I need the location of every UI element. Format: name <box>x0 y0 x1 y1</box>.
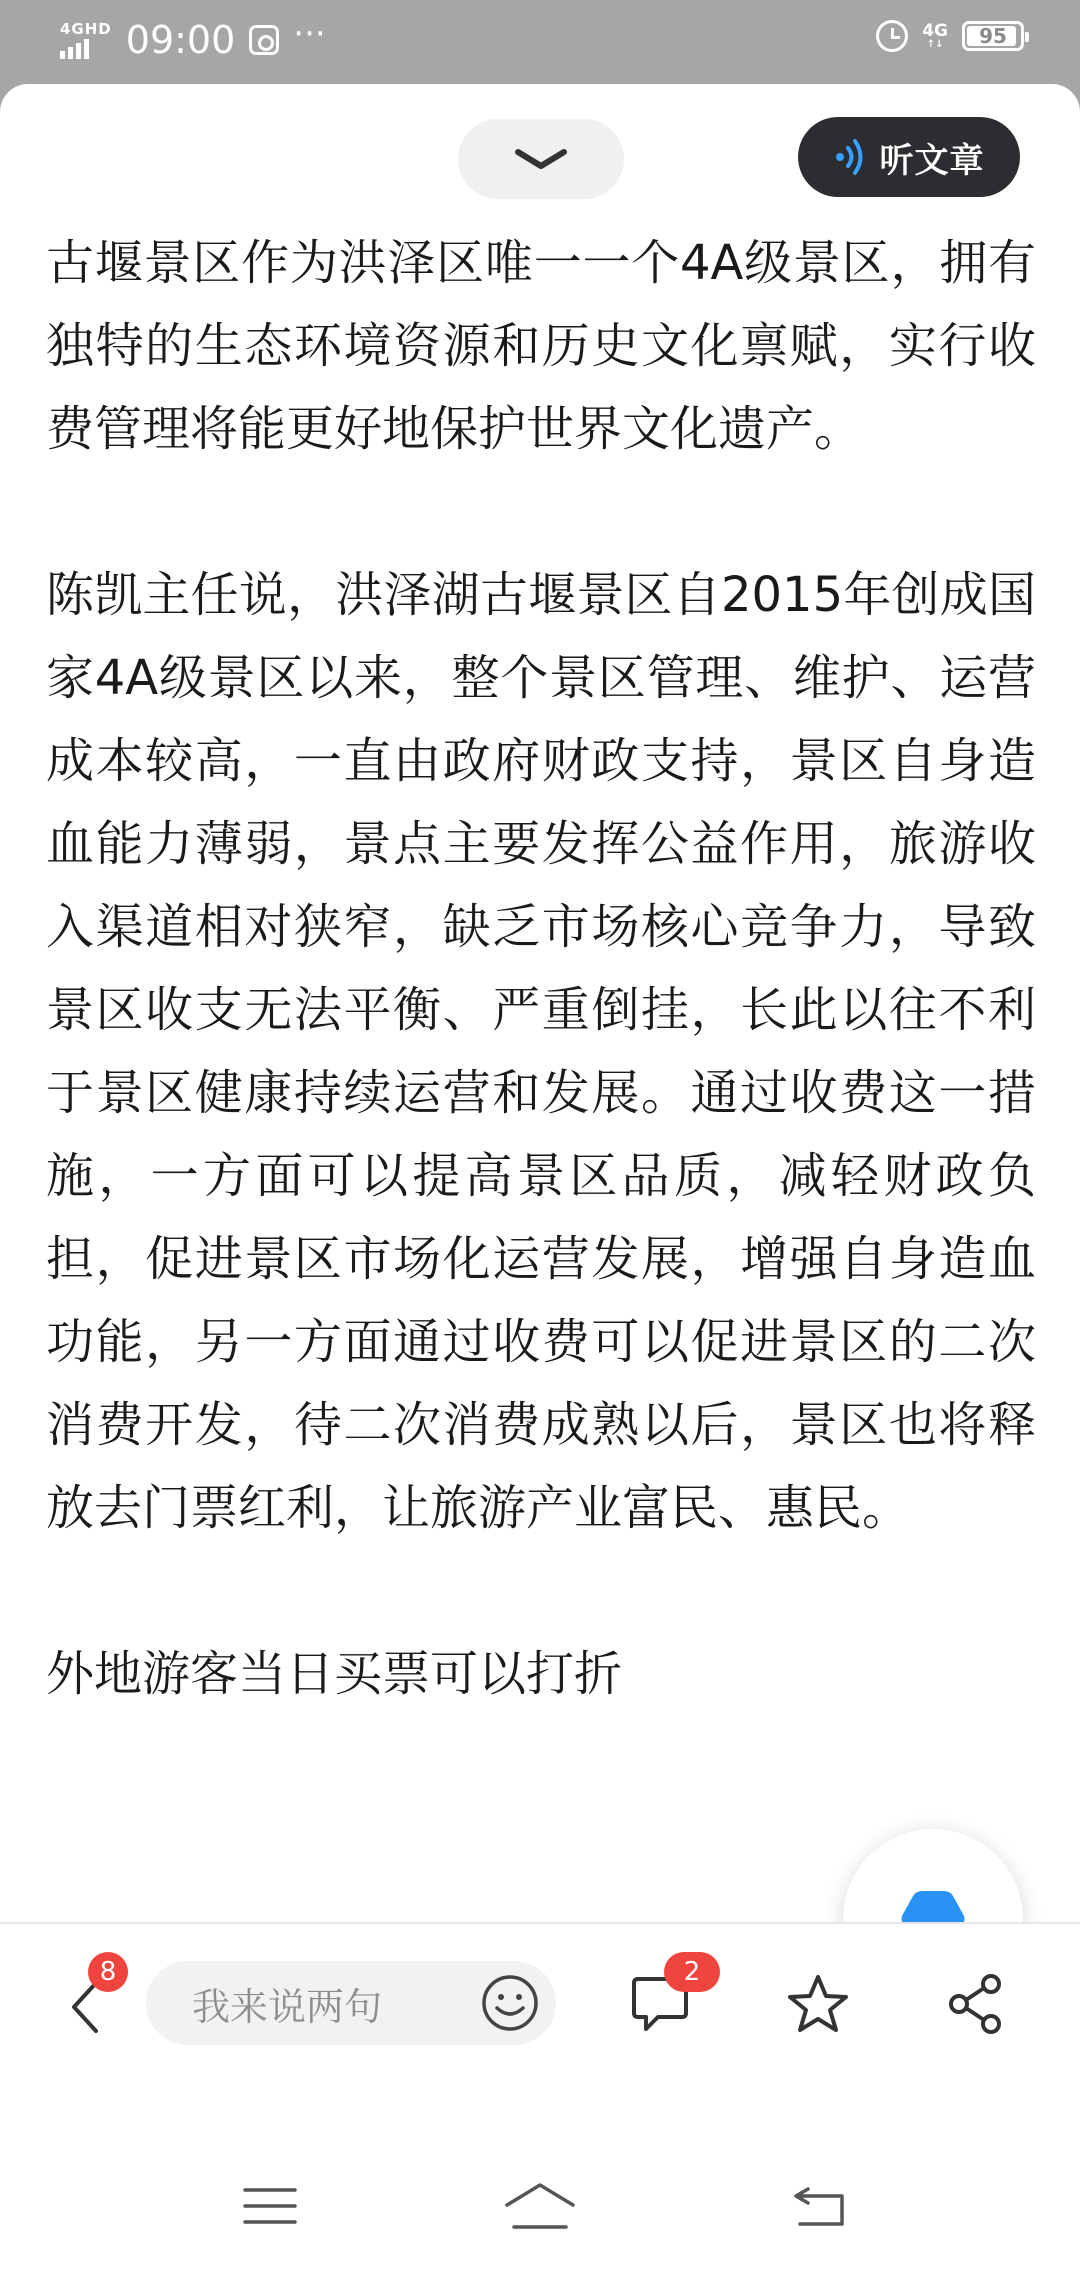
article-paragraph: 陈凯主任说，洪泽湖古堰景区自2015年创成国家4A级景区以来，整个景区管理、维护、运营成本较高，一直由政府财政支持，景区自身造血能力薄弱，景点主要发挥公益作用，旅游收入渠道相对狭窄，缺乏市场核心竞争力，导致景区收支无法平衡、严重倒挂，长此以往不利于景区健康持续运营和发展。通过收费这一措施，一方面可以提高景区品质，减轻财政负担，促进景区市场化运营发展，增强自身造血功能，另一方面通过收费可以促进景区的二次消费开发，待二次消费成熟以后，景区也将释放去门票红利，让旅游产业富民、惠民。 <box>46 567 1036 1536</box>
audio-wave-icon <box>834 137 868 177</box>
mobile-data-label: 4G <box>922 21 948 41</box>
comment-input[interactable] <box>146 1961 556 2045</box>
network-label: 4GHD <box>60 19 112 38</box>
listen-article-label: 听文章 <box>879 140 985 181</box>
comment-placeholder: 我来说两句 <box>192 1984 383 2029</box>
back-count-badge: 8 <box>88 1952 128 1992</box>
status-left <box>60 14 326 62</box>
emoji-icon[interactable] <box>480 1973 540 2033</box>
share-button[interactable] <box>940 1968 1012 2040</box>
alarm-icon <box>876 20 908 52</box>
more-notifications-icon: ··· <box>293 14 326 54</box>
comments-count-badge: 2 <box>664 1952 720 1992</box>
article-paragraph: 外地游客当日买票可以打折 <box>46 1646 623 1702</box>
battery-level-text: 95 <box>979 24 1007 48</box>
collapse-button[interactable] <box>458 119 624 199</box>
listen-article-button[interactable] <box>798 117 1020 197</box>
home-button[interactable] <box>500 2176 580 2236</box>
menu-icon <box>243 2186 297 2226</box>
favorite-button[interactable] <box>782 1968 854 2040</box>
mobile-data-arrows: ↑↓ <box>926 39 944 50</box>
signal-icon <box>60 19 112 59</box>
recent-apps-button[interactable] <box>230 2176 310 2236</box>
notification-app-icon <box>249 25 279 55</box>
home-icon <box>504 2181 576 2231</box>
chevron-down-icon <box>514 147 568 171</box>
status-bar <box>0 0 1080 84</box>
system-navigation-bar <box>0 2140 1080 2280</box>
article-paragraph: 古堰景区作为洪泽区唯一一个4A级景区，拥有独特的生态环境资源和历史文化禀赋，实行收费管理将能更好地保护世界文化遗产。 <box>46 235 1036 457</box>
status-time: 09:00 <box>125 18 236 62</box>
share-icon <box>945 1973 1007 2035</box>
battery-icon <box>962 21 1024 51</box>
mobile-data-indicator <box>922 22 948 50</box>
system-back-button[interactable] <box>780 2176 860 2236</box>
return-icon <box>792 2184 848 2228</box>
article-body <box>46 222 1036 1716</box>
star-icon <box>786 1973 850 2035</box>
status-right <box>876 20 1024 52</box>
